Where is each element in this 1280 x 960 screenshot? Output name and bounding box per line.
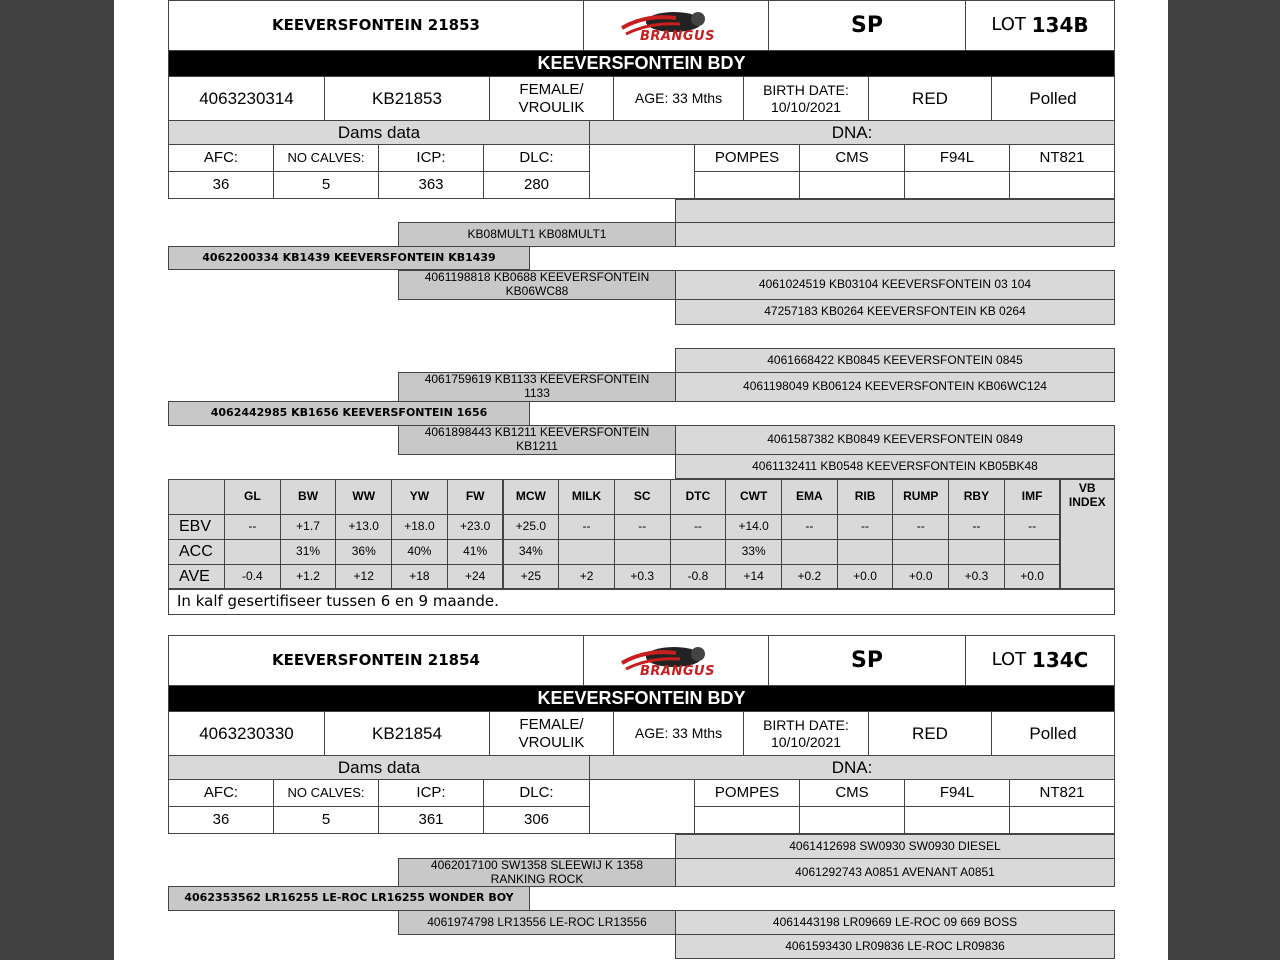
ebv-value: +25: [503, 564, 560, 590]
ebv-value: [670, 539, 727, 565]
dams-header: AFC:: [168, 779, 274, 807]
dams-header: DLC:: [483, 144, 590, 172]
age: AGE: 33 Mths: [613, 76, 744, 121]
dna-value: [799, 806, 905, 834]
pedigree-sire: 4062353562 LR16255 LE-ROC LR16255 WONDER BOY: [168, 886, 530, 911]
dams-header: ICP:: [378, 779, 484, 807]
breeder-bar: KEEVERSFONTEIN BDY: [168, 685, 1115, 712]
dna-header: F94L: [904, 779, 1010, 807]
catalogue-page: [114, 0, 1168, 960]
ebv-row-label: AVE: [168, 564, 225, 590]
ebv-value: [892, 539, 949, 565]
dams-value: 36: [168, 171, 274, 199]
age: AGE: 33 Mths: [613, 711, 744, 756]
animal-id: KB21853: [324, 76, 490, 121]
registration-number: 4063230314: [168, 76, 325, 121]
animal-name: KEEVERSFONTEIN 21854: [168, 635, 584, 686]
ebv-header: MILK: [558, 479, 615, 515]
ebv-header: CWT: [725, 479, 782, 515]
pedigree-sire-dam-sire: 4061443198 LR09669 LE-ROC 09 669 BOSS: [675, 910, 1115, 935]
dams-header: DLC:: [483, 779, 590, 807]
dna-header: NT821: [1009, 144, 1115, 172]
ebv-value: +0.2: [781, 564, 838, 590]
pedigree-dam-sire-dam: 4061198049 KB06124 KEEVERSFONTEIN KB06WC124: [675, 372, 1115, 402]
dams-data-title: Dams data: [168, 120, 590, 145]
ebv-value: --: [781, 514, 838, 540]
ebv-value: [1004, 539, 1061, 565]
pedigree-sire-sire-dam: 4061292743 A0851 AVENANT A0851: [675, 858, 1115, 887]
ebv-value: +23.0: [447, 514, 504, 540]
ebv-value: +0.0: [892, 564, 949, 590]
dna-value: [694, 171, 800, 199]
ebv-value: --: [948, 514, 1005, 540]
ebv-header-vb-index: VB INDEX: [1060, 479, 1116, 590]
brangus-logo-text: BRANGUS: [640, 663, 715, 679]
dams-value: 361: [378, 806, 484, 834]
ebv-value: [558, 539, 615, 565]
ebv-value: 34%: [503, 539, 560, 565]
birth-date: BIRTH DATE: 10/10/2021: [743, 711, 869, 756]
dams-value: 5: [273, 806, 379, 834]
ebv-value: +25.0: [503, 514, 560, 540]
brangus-logo: [583, 635, 769, 686]
ebv-header: GL: [224, 479, 281, 515]
ebv-header: FW: [447, 479, 504, 515]
dna-header: POMPES: [694, 144, 800, 172]
dams-value: 306: [483, 806, 590, 834]
ebv-value: 40%: [391, 539, 448, 565]
pedigree-dam-sire-sire: 4061668422 KB0845 KEEVERSFONTEIN 0845: [675, 348, 1115, 373]
ebv-header: RIB: [837, 479, 894, 515]
birth-date: BIRTH DATE: 10/10/2021: [743, 76, 869, 121]
ebv-value: +1.2: [280, 564, 337, 590]
dna-value: [694, 806, 800, 834]
ebv-header: WW: [335, 479, 392, 515]
ebv-header: IMF: [1004, 479, 1061, 515]
pedigree-sire-sire-sire: [675, 199, 1115, 223]
pedigree-dam: 4062442985 KB1656 KEEVERSFONTEIN 1656: [168, 401, 530, 426]
ebv-value: --: [670, 514, 727, 540]
dna-value: [904, 806, 1010, 834]
dna-header: NT821: [1009, 779, 1115, 807]
dna-value: [904, 171, 1010, 199]
dna-title: DNA:: [589, 120, 1115, 145]
ebv-value: [837, 539, 894, 565]
dams-value: 363: [378, 171, 484, 199]
ebv-value: [948, 539, 1005, 565]
dna-header: CMS: [799, 144, 905, 172]
ebv-value: +2: [558, 564, 615, 590]
sp-label: SP: [768, 635, 966, 686]
dna-title: DNA:: [589, 755, 1115, 780]
ebv-value: +13.0: [335, 514, 392, 540]
ebv-value: +0.0: [837, 564, 894, 590]
horn-status: Polled: [991, 76, 1115, 121]
ebv-value: 31%: [280, 539, 337, 565]
pedigree-dam-sire: 4061759619 KB1133 KEEVERSFONTEIN 1133: [398, 372, 676, 402]
dna-value: [799, 171, 905, 199]
ebv-value: 33%: [725, 539, 782, 565]
ebv-value: +1.7: [280, 514, 337, 540]
pedigree-sire-dam: 4061198818 KB0688 KEEVERSFONTEIN KB06WC88: [398, 270, 676, 300]
pedigree-dam-dam: 4061898443 KB1211 KEEVERSFONTEIN KB1211: [398, 425, 676, 455]
dams-value: 36: [168, 806, 274, 834]
pedigree-sire: 4062200334 KB1439 KEEVERSFONTEIN KB1439: [168, 246, 530, 270]
dna-empty: [589, 779, 695, 834]
dna-value: [1009, 806, 1115, 834]
ebv-value: --: [224, 514, 281, 540]
dams-header: AFC:: [168, 144, 274, 172]
dams-header: NO CALVES:: [273, 144, 379, 172]
pedigree-dam-dam-dam: 4061132411 KB0548 KEEVERSFONTEIN KB05BK48: [675, 454, 1115, 479]
sex: FEMALE/ VROULIK: [489, 76, 614, 121]
lot-number: LOT 134C: [965, 635, 1115, 686]
animal-id: KB21854: [324, 711, 490, 756]
ebv-header: RBY: [948, 479, 1005, 515]
dams-data-title: Dams data: [168, 755, 590, 780]
lot-number: LOT 134B: [965, 0, 1115, 51]
ebv-value: [614, 539, 671, 565]
ebv-header: RUMP: [892, 479, 949, 515]
sex: FEMALE/ VROULIK: [489, 711, 614, 756]
ebv-value: +18.0: [391, 514, 448, 540]
ebv-value: +0.3: [614, 564, 671, 590]
ebv-row-label: EBV: [168, 514, 225, 540]
dams-value: 5: [273, 171, 379, 199]
ebv-value: 36%: [335, 539, 392, 565]
pedigree-sire-dam-dam: 47257183 KB0264 KEEVERSFONTEIN KB 0264: [675, 299, 1115, 325]
pedigree-sire-dam-dam: 4061593430 LR09836 LE-ROC LR09836: [675, 934, 1115, 959]
pedigree-sire-sire-sire: 4061412698 SW0930 SW0930 DIESEL: [675, 834, 1115, 859]
pedigree-sire-sire: 4062017100 SW1358 SLEEWIJ K 1358 RANKING ROCK: [398, 858, 676, 887]
dams-header: ICP:: [378, 144, 484, 172]
brangus-logo: [583, 0, 769, 51]
sp-label: SP: [768, 0, 966, 51]
pedigree-sire-sire-dam: [675, 222, 1115, 247]
ebv-value: +24: [447, 564, 504, 590]
ebv-value: [224, 539, 281, 565]
ebv-header: DTC: [670, 479, 727, 515]
ebv-value: --: [1004, 514, 1061, 540]
ebv-value: --: [892, 514, 949, 540]
certification-note: In kalf gesertifiseer tussen 6 en 9 maande.: [168, 588, 1115, 615]
pedigree-sire-dam: 4061974798 LR13556 LE-ROC LR13556: [398, 910, 676, 935]
ebv-row-label: ACC: [168, 539, 225, 565]
ebv-value: -0.8: [670, 564, 727, 590]
pedigree-dam-dam-sire: 4061587382 KB0849 KEEVERSFONTEIN 0849: [675, 425, 1115, 455]
ebv-value: 41%: [447, 539, 504, 565]
pedigree-sire-dam-sire: 4061024519 KB03104 KEEVERSFONTEIN 03 104: [675, 270, 1115, 300]
ebv-header: YW: [391, 479, 448, 515]
colour: RED: [868, 711, 992, 756]
ebv-value: +12: [335, 564, 392, 590]
ebv-value: +0.3: [948, 564, 1005, 590]
ebv-value: --: [614, 514, 671, 540]
ebv-value: -0.4: [224, 564, 281, 590]
dna-header: CMS: [799, 779, 905, 807]
ebv-header-corner: [168, 479, 225, 515]
colour: RED: [868, 76, 992, 121]
registration-number: 4063230330: [168, 711, 325, 756]
dna-value: [1009, 171, 1115, 199]
ebv-value: +18: [391, 564, 448, 590]
ebv-value: [781, 539, 838, 565]
dna-header: POMPES: [694, 779, 800, 807]
ebv-value: +0.0: [1004, 564, 1061, 590]
ebv-header: EMA: [781, 479, 838, 515]
ebv-value: --: [837, 514, 894, 540]
dna-empty: [589, 144, 695, 199]
brangus-logo-text: BRANGUS: [640, 28, 715, 44]
ebv-header: SC: [614, 479, 671, 515]
dams-value: 280: [483, 171, 590, 199]
pedigree-sire-sire: KB08MULT1 KB08MULT1: [398, 222, 676, 247]
ebv-header: BW: [280, 479, 337, 515]
dna-header: F94L: [904, 144, 1010, 172]
ebv-value: --: [558, 514, 615, 540]
horn-status: Polled: [991, 711, 1115, 756]
ebv-value: +14.0: [725, 514, 782, 540]
breeder-bar: KEEVERSFONTEIN BDY: [168, 50, 1115, 77]
dams-header: NO CALVES:: [273, 779, 379, 807]
ebv-value: +14: [725, 564, 782, 590]
ebv-header: MCW: [503, 479, 560, 515]
animal-name: KEEVERSFONTEIN 21853: [168, 0, 584, 51]
